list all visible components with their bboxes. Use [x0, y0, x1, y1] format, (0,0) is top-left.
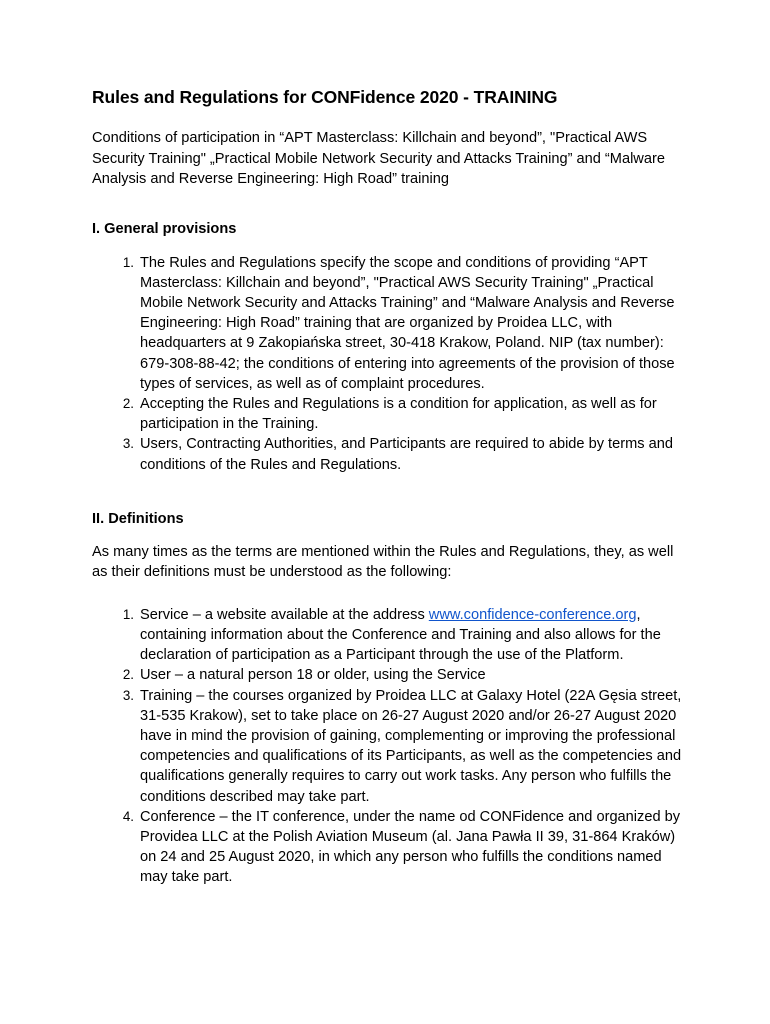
- list-item-conference: Conference – the IT conference, under the name od CONFidence and organized by Providea LLC at the Polish Aviation Museum (al. Jana Pawła II 39, 31-864 Kraków) on 24 and 25 August 2020, in which any person who fulfills the conditions named may take part.: [140, 808, 681, 886]
- general-provisions-list: [92, 253, 686, 475]
- list-item-service: [92, 605, 686, 666]
- intro-paragraph: Conditions of participation in “APT Masterclass: Killchain and beyond”, "Practical AWS Security Training" „Practical Mobile Network Security and Attacks Training” and “Malware Analysis and Reverse Engineering: High Road” training: [92, 130, 665, 187]
- service-text-before-link: Service – a website available at the address: [140, 606, 429, 623]
- definitions-list: [92, 605, 686, 888]
- list-item-training: Training – the courses organized by Proidea LLC at Galaxy Hotel (22A Gęsia street, 31-535 Krakow), set to take place on 26-27 August 2020 and/or 26-27 August 2020 have in mind the provision of gaining, complementing or improving the professional competencies and qualifications of its Participants, as well as the competencies and qualifications generally requires to carry out work tasks. Any person who fulfills the conditions described may take part.: [140, 687, 682, 805]
- definitions-lead-paragraph: As many times as the terms are mentioned within the Rules and Regulations, they, as well as their definitions must be understood as the following:: [92, 543, 674, 581]
- page-title: Rules and Regulations for CONFidence 2020 - TRAINING: [92, 87, 558, 107]
- list-item: Users, Contracting Authorities, and Participants are required to abide by terms and conditions of the Rules and Regulations.: [140, 436, 673, 473]
- list-item: The Rules and Regulations specify the scope and conditions of providing “APT Masterclass: Killchain and beyond”, "Practical AWS Security Training" „Practical Mobile Network Security and Attacks Training” and “Malware Analysis and Reverse Engineering: High Road” training that are organized by Proidea LLC, with headquarters at 9 Zakopiańska street, 30-418 Krakow, Poland. NIP (tax number): 679-308-88-42; the conditions of entering into agreements of the provision of those types of services, as well as of complaint procedures.: [140, 254, 675, 392]
- section-heading-general-provisions: I. General provisions: [92, 220, 237, 237]
- list-item: Accepting the Rules and Regulations is a condition for application, as well as for participation in the Training.: [140, 395, 657, 433]
- confidence-conference-link[interactable]: www.confidence-conference.org: [428, 606, 637, 623]
- section-heading-definitions: II. Definitions: [92, 510, 184, 527]
- list-item-user: User – a natural person 18 or older, using the Service: [140, 667, 486, 684]
- service-text-after-link: , containing information about the Conference and Training and also allows for the declaration of participation as a Participant through the use of the Platform.: [140, 606, 661, 664]
